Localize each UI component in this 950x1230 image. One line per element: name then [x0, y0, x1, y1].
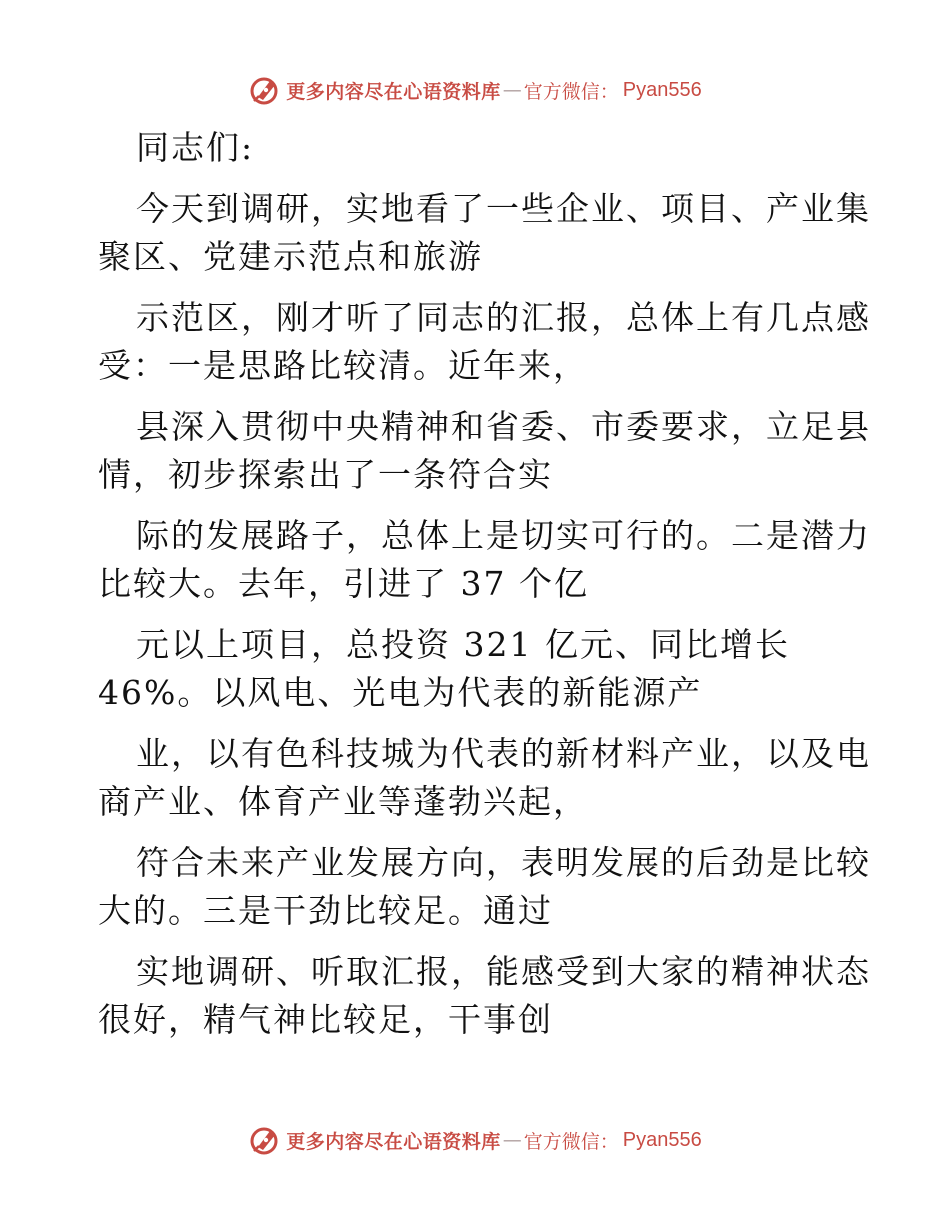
- text-line: 业，以有色科技城为代表的新材料产业，以及电: [136, 734, 871, 773]
- header-banner: [0, 70, 950, 110]
- banner-separator: —: [502, 79, 522, 101]
- text-line: 际的发展路子，总体上是切实可行的。二是潜力: [136, 516, 871, 555]
- banner-account-label: 官方微信：: [523, 80, 619, 103]
- banner-account-id: Pyan556: [622, 1128, 702, 1151]
- text-line: 大的。三是干劲比较足。通过: [98, 891, 553, 930]
- banner-account-label: 官方微信：: [523, 1130, 619, 1153]
- text-line: 很好，精气神比较足，干事创: [98, 1000, 553, 1039]
- pen-nib-circle-icon: [248, 73, 282, 107]
- text-line: 元以上项目，总投资 321 亿元、同比增长: [136, 625, 790, 664]
- text-line: 比较大。去年，引进了 37 个亿: [98, 564, 589, 603]
- text-line: 受：一是思路比较清。近年来，: [98, 346, 588, 385]
- footer-banner: [0, 1120, 950, 1160]
- text-line: 46%。以风电、光电为代表的新能源产: [98, 673, 703, 712]
- text-line: 县深入贯彻中央精神和省委、市委要求，立足县: [136, 407, 871, 446]
- banner-title: 更多内容尽在心语资料库: [286, 1130, 501, 1153]
- pen-nib-circle-icon: [248, 1123, 282, 1157]
- document-body: [98, 124, 871, 1044]
- banner-account-id: Pyan556: [622, 78, 702, 101]
- text-line: 今天到调研，实地看了一些企业、项目、产业集: [136, 189, 871, 228]
- text-line: 聚区、党建示范点和旅游: [98, 237, 483, 276]
- banner-separator: —: [502, 1129, 522, 1151]
- text-line: 示范区，刚才听了同志的汇报，总体上有几点感: [136, 298, 871, 337]
- text-line: 实地调研、听取汇报，能感受到大家的精神状态: [136, 952, 871, 991]
- banner-title: 更多内容尽在心语资料库: [286, 80, 501, 103]
- text-line: 符合未来产业发展方向，表明发展的后劲是比较: [136, 843, 871, 882]
- text-line: 商产业、体育产业等蓬勃兴起，: [98, 782, 588, 821]
- salutation: 同志们:: [136, 128, 255, 167]
- text-line: 情，初步探索出了一条符合实: [98, 455, 553, 494]
